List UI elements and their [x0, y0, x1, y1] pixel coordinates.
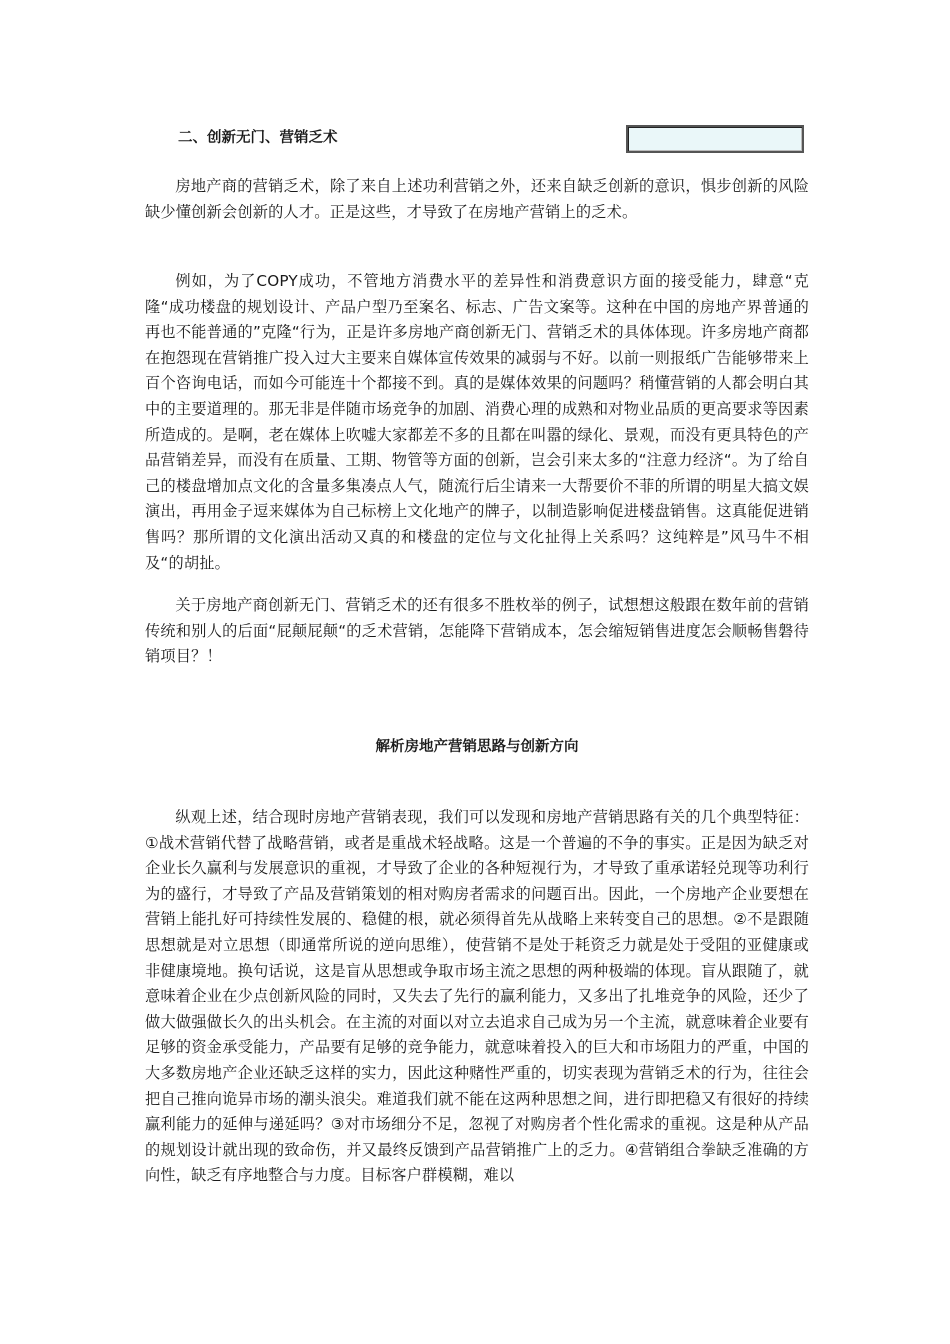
empty-text-box: [626, 125, 804, 153]
section-heading: 二、创新无门、营销乏术: [178, 130, 338, 146]
paragraph-3: 关于房地产商创新无门、营销乏术的还有很多不胜枚举的例子，试想想这般跟在数年前的营销传统和别人的后面“屁颠屁颠“的乏术营销，怎能降下营销成本，怎会缩短销售进度怎会顺畅售磐待销项目？！: [145, 596, 809, 666]
center-heading: 解析房地产营销思路与创新方向: [375, 739, 579, 755]
paragraph-1: 房地产商的营销乏术，除了来自上述功利营销之外，还来自缺乏创新的意识，惧步创新的风险缺少懂创新会创新的人才。正是这些，才导致了在房地产营销上的乏术。: [145, 177, 809, 221]
paragraph-2: 例如，为了COPY成功，不管地方消费水平的差异性和消费意识方面的接受能力，肆意“克隆“成功楼盘的规划设计、产品户型乃至案名、标志、广告文案等。这种在中国的房地产界普通的再也不能普通的”克隆“行为，正是许多房地产商创新无门、营销乏术的具体体现。许多房地产商都在抱怨现在营销推广投入过大主要来自媒体宣传效果的减弱与不好。以前一则报纸广告能够带来上百个咨询电话，而如今可能连十个都接不到。真的是媒体效果的问题吗？稍懂营销的人都会明白其中的主要道理的。那无非是伴随市场竞争的加剧、消费心理的成熟和对物业品质的更高要求等因素所造成的。是啊，老在媒体上吹嘘大家都差不多的且都在叫嚣的绿化、景观，而没有更具特色的产品营销差异，而没有在质量、工期、物管等方面的创新，岂会引来太多的“注意力经济“。为了给自己的楼盘增加点文化的含量多集凑点人气，随流行后尘请来一大帮要价不菲的所谓的明星大搞文娱演出，再用金子逗来媒体为自己标榜上文化地产的牌子，以制造影响促进楼盘销售。这真能促进销售吗？那所谓的文化演出活动又真的和楼盘的定位与文化扯得上关系吗？这纯粹是”风马牛不相及“的胡扯。: [145, 272, 809, 572]
paragraph-4: 纵观上述，结合现时房地产营销表现，我们可以发现和房地产营销思路有关的几个典型特征：①战术营销代替了战略营销，或者是重战术轻战略。这是一个普遍的不争的事实。正是因为缺乏对企业长久赢利与发展意识的重视，才导致了企业的各种短视行为，才导致了重承诺轻兑现等功利行为的盛行，才导致了产品及营销策划的相对购房者需求的问题百出。因此，一个房地产企业要想在营销上能扎好可持续性发展的、稳健的根，就必须得首先从战略上来转变自己的思想。②不是跟随思想就是对立思想（即通常所说的逆向思维），使营销不是处于耗资乏力就是处于受阻的亚健康或非健康境地。换句话说，这是盲从思想或争取市场主流之思想的两种极端的体现。盲从跟随了，就意味着企业在少点创新风险的同时，又失去了先行的赢利能力，又多出了扎堆竞争的风险，还少了做大做强做长久的出头机会。在主流的对面以对立去追求自己成为另一个主流，就意味着企业要有足够的资金承受能力，产品要有足够的竞争能力，就意味着投入的巨大和市场阻力的严重，中国的大多数房地产企业还缺乏这样的实力，因此这种赌性严重的，切实表现为营销乏术的行为，往往会把自己推向诡异市场的潮头浪尖。难道我们就不能在这两种思想之间，进行即把稳又有很好的持续赢利能力的延伸与递延吗？③对市场细分不足，忽视了对购房者个性化需求的重视。这是种从产品的规划设计就出现的致命伤，并又最终反馈到产品营销推广上的乏力。④营销组合拳缺乏准确的方向性，缺乏有序地整合与力度。目标客户群模糊，难以: [145, 808, 809, 1185]
